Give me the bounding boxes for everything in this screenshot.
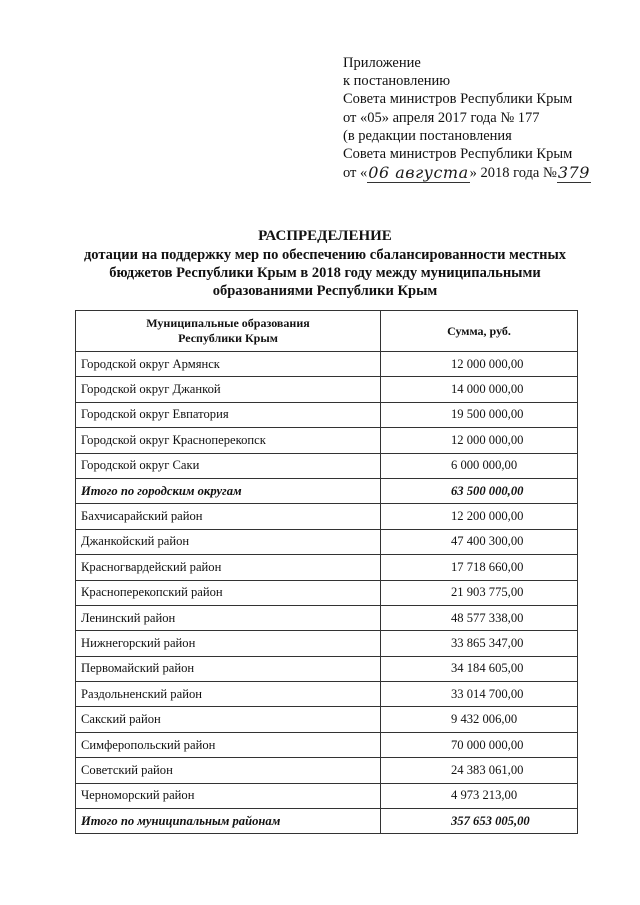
municipality-cell: Ленинский район (76, 605, 381, 630)
table-row (76, 377, 578, 402)
header-col1-line1: Муниципальные образования (146, 316, 310, 330)
municipality-cell: Раздольненский район (76, 682, 381, 707)
table-row (76, 352, 578, 377)
sum-cell: 33 865 347,00 (381, 631, 578, 656)
handwritten-number: 379 (557, 163, 590, 183)
annex-date-mid: » 2018 года № (469, 165, 557, 182)
table-row (76, 555, 578, 580)
municipality-cell: Красногвардейский район (76, 555, 381, 580)
header-col1-line2: Республики Крым (178, 331, 278, 345)
municipality-cell: Нижнегорский район (76, 631, 381, 656)
sum-cell: 24 383 061,00 (381, 758, 578, 783)
municipality-cell: Городской округ Джанкой (76, 377, 381, 402)
annex-block (343, 54, 633, 182)
sum-cell: 33 014 700,00 (381, 682, 578, 707)
sum-cell: 17 718 660,00 (381, 555, 578, 580)
annex-line-7 (343, 163, 633, 182)
sum-cell: 34 184 605,00 (381, 656, 578, 681)
table-header-row (76, 311, 578, 352)
municipality-cell: Итого по городским округам (76, 478, 381, 503)
municipality-cell: Симферопольский район (76, 732, 381, 757)
table-row (76, 656, 578, 681)
annex-line-2: к постановлению (343, 73, 451, 90)
table-row (76, 478, 578, 503)
table-row (76, 580, 578, 605)
sum-cell: 21 903 775,00 (381, 580, 578, 605)
table-row (76, 504, 578, 529)
municipality-cell: Городской округ Армянск (76, 352, 381, 377)
sum-cell: 48 577 338,00 (381, 605, 578, 630)
handwritten-date: 06 августа (368, 163, 469, 183)
title-line-3: бюджетов Республики Крым в 2018 году между муниципальными (109, 265, 541, 281)
table-body (76, 352, 578, 834)
table-row (76, 682, 578, 707)
municipality-cell: Красноперекопский район (76, 580, 381, 605)
municipality-cell: Городской округ Евпатория (76, 402, 381, 427)
sum-cell: 19 500 000,00 (381, 402, 578, 427)
title-main: РАСПРЕДЕЛЕНИЕ (258, 228, 392, 244)
sum-cell: 14 000 000,00 (381, 377, 578, 402)
header-municipalities (76, 311, 381, 352)
annex-line-1: Приложение (343, 55, 421, 71)
table-row (76, 402, 578, 427)
annex-date-prefix: от « (343, 165, 368, 182)
municipality-cell: Сакский район (76, 707, 381, 732)
table-row (76, 707, 578, 732)
annex-line-6: Совета министров Республики Крым (343, 146, 573, 163)
distribution-table (75, 310, 578, 834)
annex-line-5: (в редакции постановления (343, 127, 512, 144)
sum-cell: 357 653 005,00 (381, 809, 578, 834)
municipality-cell: Джанкойский район (76, 529, 381, 554)
municipality-cell: Итого по муниципальным районам (76, 809, 381, 834)
sum-cell: 70 000 000,00 (381, 732, 578, 757)
table-row (76, 732, 578, 757)
table-row (76, 809, 578, 834)
sum-cell: 47 400 300,00 (381, 529, 578, 554)
sum-cell: 4 973 213,00 (381, 783, 578, 808)
sum-cell: 12 000 000,00 (381, 428, 578, 453)
table-row (76, 631, 578, 656)
title-line-4: образованиями Республики Крым (212, 283, 438, 299)
sum-cell: 6 000 000,00 (381, 453, 578, 478)
table-row (76, 605, 578, 630)
municipality-cell: Черноморский район (76, 783, 381, 808)
annex-line-3: Совета министров Республики Крым (343, 91, 573, 108)
table-row (76, 758, 578, 783)
document-title (40, 227, 610, 300)
header-sum: Сумма, руб. (381, 311, 578, 352)
sum-cell: 9 432 006,00 (381, 707, 578, 732)
municipality-cell: Советский район (76, 758, 381, 783)
table-row (76, 428, 578, 453)
title-line-2: дотации на поддержку мер по обеспечению сбалансированности местных (83, 247, 567, 263)
table-row (76, 783, 578, 808)
sum-cell: 12 000 000,00 (381, 352, 578, 377)
table-row (76, 529, 578, 554)
municipality-cell: Городской округ Красноперекопск (76, 428, 381, 453)
sum-cell: 63 500 000,00 (381, 478, 578, 503)
municipality-cell: Городской округ Саки (76, 453, 381, 478)
municipality-cell: Бахчисарайский район (76, 504, 381, 529)
table-row (76, 453, 578, 478)
sum-cell: 12 200 000,00 (381, 504, 578, 529)
municipality-cell: Первомайский район (76, 656, 381, 681)
annex-line-4: от «05» апреля 2017 года № 177 (343, 109, 540, 126)
